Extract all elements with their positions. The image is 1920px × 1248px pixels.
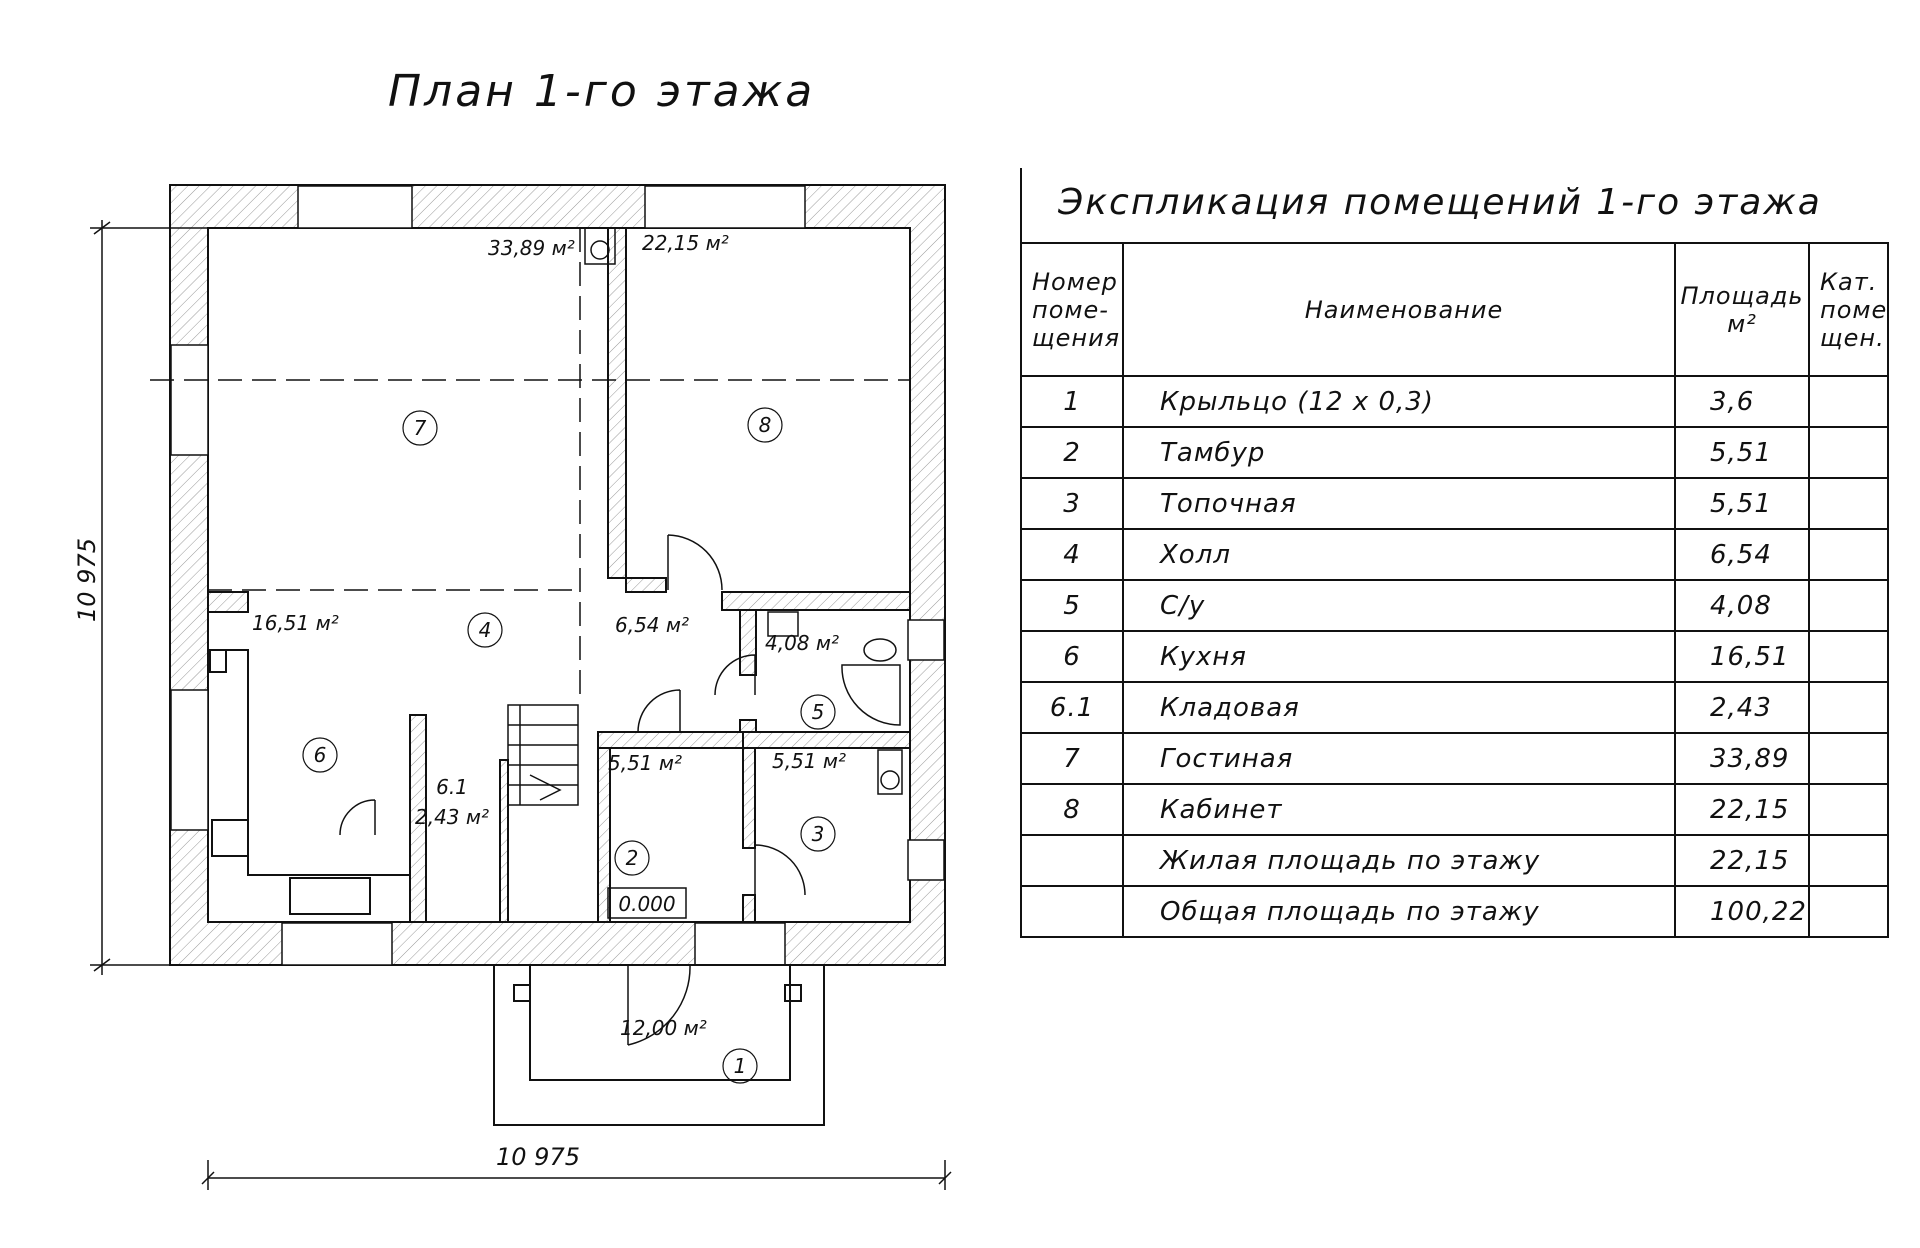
stairs: [508, 705, 578, 805]
interior-walls: [208, 228, 910, 922]
marker-r61: 6.1: [436, 775, 468, 799]
area-r4: 6,54 м²: [615, 613, 689, 637]
row-area: 16,51: [1675, 631, 1809, 682]
row-number: 4: [1021, 529, 1123, 580]
area-r61: 2,43 м²: [415, 805, 489, 829]
table-row: [1021, 682, 1888, 733]
dim-horizontal: 10 975: [496, 1143, 580, 1171]
row-name: Кабинет: [1123, 784, 1675, 835]
marker-r5: 5: [811, 700, 825, 724]
plan-title: План 1-го этажа: [388, 66, 816, 117]
header-name: Наименование: [1123, 243, 1675, 376]
header-category: Кат. поме щен.: [1809, 243, 1888, 376]
row-number: 2: [1021, 427, 1123, 478]
table-row: [1021, 580, 1888, 631]
row-category: [1809, 886, 1888, 937]
marker-r4: 4: [478, 618, 492, 642]
table-row: [1021, 784, 1888, 835]
area-r8: 22,15 м²: [642, 231, 729, 255]
area-r7: 33,89 м²: [488, 236, 575, 260]
row-category: [1809, 682, 1888, 733]
area-r5: 4,08 м²: [765, 631, 839, 655]
row-name: Жилая площадь по этажу: [1123, 835, 1675, 886]
row-category: [1809, 580, 1888, 631]
row-area: 5,51: [1675, 427, 1809, 478]
header-area: Площадь м²: [1675, 243, 1809, 376]
marker-r1: 1: [733, 1054, 747, 1078]
row-number: [1021, 886, 1123, 937]
table-row: [1021, 376, 1888, 427]
dim-vertical: 10 975: [73, 538, 101, 622]
row-category: [1809, 631, 1888, 682]
row-name: Общая площадь по этажу: [1123, 886, 1675, 937]
row-area: 22,15: [1675, 835, 1809, 886]
area-r1: 12,00 м²: [620, 1016, 707, 1040]
row-category: [1809, 376, 1888, 427]
row-area: 22,15: [1675, 784, 1809, 835]
row-category: [1809, 427, 1888, 478]
fixtures: [585, 228, 902, 794]
row-number: 6: [1021, 631, 1123, 682]
table-row: [1021, 835, 1888, 886]
row-name: Крыльцо (12 х 0,3): [1123, 376, 1675, 427]
row-number: 3: [1021, 478, 1123, 529]
table-row: [1021, 478, 1888, 529]
explication-body: [1021, 376, 1888, 937]
row-number: 6.1: [1021, 682, 1123, 733]
row-category: [1809, 733, 1888, 784]
table-row: [1021, 733, 1888, 784]
kitchen-counter: [210, 650, 410, 914]
row-name: Топочная: [1123, 478, 1675, 529]
marker-r8: 8: [758, 413, 772, 437]
row-name: Кухня: [1123, 631, 1675, 682]
row-area: 6,54: [1675, 529, 1809, 580]
row-number: 1: [1021, 376, 1123, 427]
row-category: [1809, 478, 1888, 529]
explication-title: Экспликация помещений 1-го этажа: [1058, 182, 1822, 223]
row-name: Гостиная: [1123, 733, 1675, 784]
table-row: [1021, 529, 1888, 580]
row-area: 3,6: [1675, 376, 1809, 427]
row-number: 8: [1021, 784, 1123, 835]
level-mark: 0.000: [618, 892, 676, 916]
row-name: Холл: [1123, 529, 1675, 580]
table-row: [1021, 427, 1888, 478]
row-category: [1809, 529, 1888, 580]
row-number: [1021, 835, 1123, 886]
row-name: Тамбур: [1123, 427, 1675, 478]
area-r2: 5,51 м²: [608, 751, 682, 775]
row-category: [1809, 835, 1888, 886]
row-number: 5: [1021, 580, 1123, 631]
row-name: Кладовая: [1123, 682, 1675, 733]
row-number: 7: [1021, 733, 1123, 784]
area-r3: 5,51 м²: [772, 749, 846, 773]
marker-r7: 7: [413, 416, 427, 440]
marker-r3: 3: [811, 822, 825, 846]
outer-walls: [170, 185, 945, 965]
marker-r2: 2: [625, 846, 639, 870]
table-row: [1021, 631, 1888, 682]
explication-table: [1020, 242, 1889, 938]
row-category: [1809, 784, 1888, 835]
row-area: 4,08: [1675, 580, 1809, 631]
row-area: 5,51: [1675, 478, 1809, 529]
row-area: 2,43: [1675, 682, 1809, 733]
row-area: 100,22: [1675, 886, 1809, 937]
row-name: С/у: [1123, 580, 1675, 631]
row-area: 33,89: [1675, 733, 1809, 784]
table-row: [1021, 886, 1888, 937]
area-r6: 16,51 м²: [252, 611, 339, 635]
porch: [494, 965, 824, 1125]
header-number: Номер поме- щения: [1021, 243, 1123, 376]
marker-r6: 6: [313, 743, 327, 767]
